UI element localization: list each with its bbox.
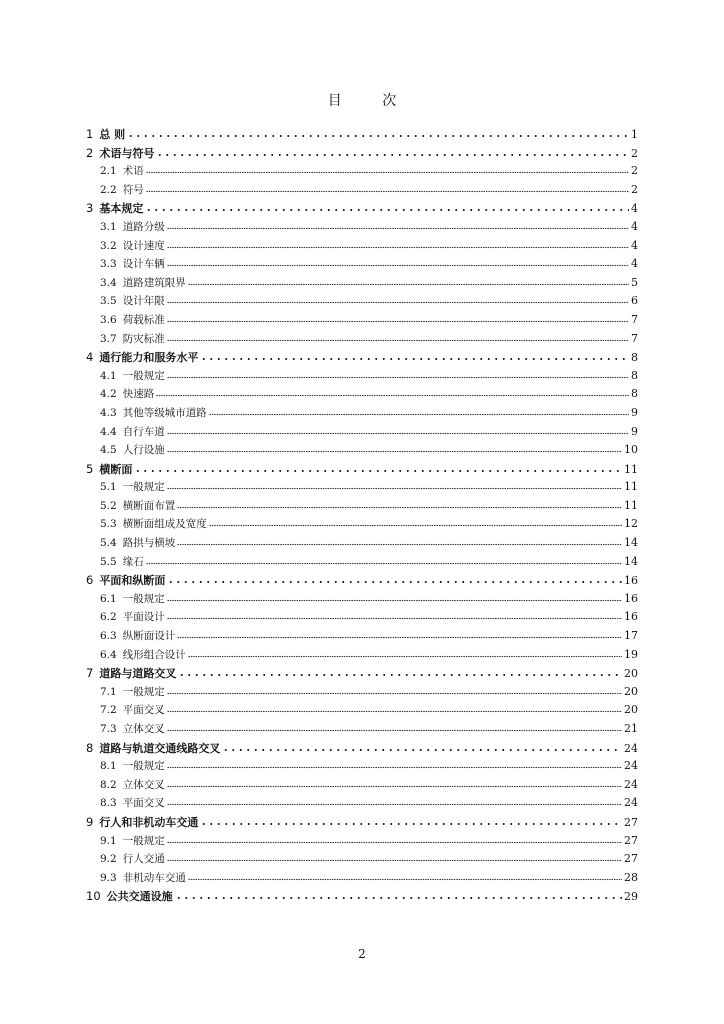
- toc-entry-page: 14: [624, 554, 638, 568]
- toc-leader-dots: [167, 592, 622, 602]
- toc-entry-number: 4.5: [100, 444, 117, 457]
- toc-leader-dots: [167, 703, 622, 713]
- toc-section-entry[interactable]: [86, 441, 638, 460]
- toc-section-entry[interactable]: [86, 683, 638, 702]
- toc-leader-dots: [167, 239, 629, 249]
- toc-entry-number: 4.2: [100, 388, 117, 401]
- toc-leader-dots: [177, 499, 622, 509]
- toc-entry-page: 28: [624, 870, 638, 884]
- toc-entry-number: 6: [86, 573, 94, 588]
- toc-leader-dots: [156, 387, 629, 397]
- toc-entry-label: 平面和纵断面: [99, 574, 166, 588]
- toc-entry-page: 2: [631, 146, 638, 160]
- toc-leader-dots: [167, 796, 622, 806]
- toc-section-entry[interactable]: [86, 627, 638, 646]
- toc-entry-page: 11: [624, 462, 638, 476]
- toc-section-entry[interactable]: [86, 330, 638, 349]
- toc-entry-number: 6.3: [100, 630, 117, 643]
- toc-chapter-entry[interactable]: [86, 571, 638, 590]
- toc-entry-label: 一般规定: [122, 369, 165, 382]
- toc-entry-number: 2.1: [100, 165, 117, 178]
- toc-entry-number: 8: [86, 740, 94, 755]
- toc-entry-page: 12: [624, 517, 638, 531]
- toc-leader-dots: [177, 536, 622, 546]
- toc-entry-number: 5.1: [100, 481, 117, 494]
- toc-entry-page: 29: [624, 890, 638, 904]
- toc-section-entry[interactable]: [86, 385, 638, 404]
- toc-entry-number: 6.4: [100, 648, 117, 661]
- toc-entry-number: 1: [86, 127, 94, 141]
- toc-section-entry[interactable]: [86, 701, 638, 720]
- toc-entry-page: 11: [624, 480, 638, 494]
- toc-entry-label: 横断面布置: [122, 499, 176, 512]
- toc-entry-number: 9: [86, 814, 94, 829]
- toc-entry-number: 5.4: [100, 537, 117, 550]
- toc-leader-dots: [156, 147, 629, 157]
- toc-entry-number: 5.3: [100, 518, 117, 531]
- toc-entry-label: 一般规定: [122, 834, 165, 847]
- toc-chapter-entry[interactable]: [86, 739, 638, 758]
- toc-entry-page: 24: [624, 759, 638, 773]
- toc-entry-number: 7.3: [100, 723, 117, 735]
- toc-leader-dots: [167, 480, 622, 490]
- toc-leader-dots: [200, 816, 622, 826]
- toc-entry-number: 3.5: [100, 295, 117, 308]
- toc-entry-label: 一般规定: [122, 760, 165, 773]
- toc-chapter-entry[interactable]: [86, 144, 638, 163]
- toc-entry-number: 9.2: [100, 853, 117, 866]
- toc-leader-dots: [167, 257, 629, 267]
- toc-entry-label: 术语: [122, 165, 144, 178]
- toc-entry-label: 防灾标准: [122, 332, 165, 345]
- toc-leader-dots: [188, 871, 622, 881]
- toc-section-entry[interactable]: [86, 367, 638, 386]
- page-number: 2: [358, 947, 366, 961]
- toc-leader-dots: [167, 759, 622, 769]
- toc-entry-number: 4.4: [100, 425, 117, 438]
- toc-entry-page: 4: [631, 202, 638, 216]
- toc-entry-number: 6.1: [100, 592, 117, 605]
- toc-leader-dots: [134, 463, 622, 473]
- toc-entry-number: 3.6: [100, 313, 117, 326]
- toc-leader-dots: [167, 574, 622, 584]
- toc-section-entry[interactable]: [86, 218, 638, 237]
- toc-entry-label: 平面设计: [122, 611, 165, 624]
- toc-leader-dots: [145, 202, 629, 212]
- toc-leader-dots: [167, 220, 629, 230]
- toc-entry-page: 16: [624, 591, 638, 605]
- toc-entry-label: 行人和非机动车交通: [99, 815, 199, 829]
- toc-entry-label: 立体交叉: [122, 723, 165, 735]
- toc-entry-label: 总 则: [99, 128, 126, 141]
- toc-entry-page: 24: [624, 741, 638, 755]
- toc-section-entry[interactable]: [86, 311, 638, 330]
- toc-entry-number: 4.3: [100, 406, 117, 419]
- toc-section-entry[interactable]: [86, 869, 638, 888]
- toc-entry-label: 路拱与横坡: [122, 537, 176, 550]
- toc-entry-number: 7: [86, 666, 94, 681]
- toc-entry-number: 2.2: [100, 183, 117, 196]
- toc-leader-dots: [167, 332, 629, 342]
- toc-entry-page: 1: [631, 128, 638, 141]
- toc-entry-page: 16: [624, 610, 638, 624]
- toc-section-entry[interactable]: [86, 850, 638, 869]
- toc-entry-number: 7.2: [100, 704, 117, 717]
- toc-section-entry[interactable]: [86, 534, 638, 553]
- toc-entry-page: 8: [631, 351, 638, 365]
- toc-leader-dots: [188, 276, 629, 286]
- toc-entry-number: 5: [86, 461, 94, 476]
- toc-entry-label: 道路与轨道交通线路交叉: [99, 741, 221, 755]
- toc-entry-label: 平面交叉: [122, 704, 165, 717]
- toc-entry-label: 纵断面设计: [122, 630, 176, 643]
- toc-section-entry[interactable]: [86, 608, 638, 627]
- toc-entry-number: 3.4: [100, 276, 117, 289]
- toc-leader-dots: [188, 648, 622, 658]
- toc-leader-dots: [167, 610, 622, 620]
- toc-entry-label: 人行设施: [122, 444, 165, 457]
- toc-section-entry[interactable]: [86, 832, 638, 851]
- toc-section-entry[interactable]: [86, 181, 638, 200]
- toc-entry-page: 8: [631, 368, 638, 382]
- toc-section-entry[interactable]: [86, 292, 638, 311]
- toc-leader-dots: [222, 742, 622, 752]
- toc-chapter-entry[interactable]: [86, 664, 638, 683]
- toc-entry-page: 2: [631, 164, 638, 178]
- toc-entry-page: 8: [631, 387, 638, 401]
- toc-section-entry[interactable]: [86, 590, 638, 609]
- toc-entry-page: 27: [624, 815, 638, 829]
- toc-entry-page: 5: [631, 275, 638, 289]
- toc-entry-page: 20: [624, 703, 638, 717]
- toc-entry-label: 道路建筑限界: [122, 276, 186, 289]
- toc-entry-page: 2: [631, 182, 638, 196]
- toc-entry-number: 10: [86, 889, 101, 904]
- toc-entry-page: 11: [624, 498, 638, 512]
- toc-section-entry[interactable]: [86, 478, 638, 497]
- toc-section-entry[interactable]: [86, 515, 638, 534]
- toc-section-entry[interactable]: [86, 255, 638, 274]
- toc-entry-page: 6: [631, 294, 638, 308]
- toc-leader-dots: [209, 406, 629, 416]
- toc-chapter-entry[interactable]: [86, 813, 638, 832]
- toc-entry-page: 10: [624, 443, 638, 457]
- toc-title: 目 次: [327, 93, 415, 109]
- toc-entry-label: 一般规定: [122, 481, 165, 494]
- toc-leader-dots: [167, 425, 629, 435]
- toc-section-entry[interactable]: [86, 274, 638, 293]
- toc-entry-page: 9: [631, 424, 638, 438]
- toc-section-entry[interactable]: [86, 237, 638, 256]
- toc-entry-page: 17: [624, 629, 638, 643]
- toc-leader-dots: [167, 852, 622, 862]
- toc-entry-page: 20: [624, 684, 638, 698]
- toc-section-entry[interactable]: [86, 423, 638, 442]
- toc-entry-label: 术语与符号: [99, 146, 155, 160]
- toc-entry-page: 14: [624, 536, 638, 550]
- toc-entry-page: 21: [624, 722, 638, 735]
- toc-entry-label: 横断面组成及宽度: [122, 518, 207, 531]
- toc-entry-label: 设计车辆: [122, 258, 165, 271]
- toc-chapter-entry[interactable]: [86, 460, 638, 479]
- toc-chapter-entry[interactable]: [86, 199, 638, 218]
- toc-entry-label: 缘石: [122, 555, 144, 568]
- toc-entry-label: 快速路: [122, 388, 155, 401]
- toc-section-entry[interactable]: [86, 553, 638, 572]
- toc-entry-number: 9.3: [100, 871, 117, 884]
- toc-chapter-entry[interactable]: [86, 125, 638, 144]
- toc-entry-number: 8.2: [100, 778, 117, 791]
- toc-leader-dots: [167, 369, 629, 379]
- toc-entry-label: 自行车道: [122, 425, 165, 438]
- toc-leader-dots: [175, 890, 622, 900]
- toc-entry-number: 6.2: [100, 611, 117, 624]
- toc-entry-page: 4: [631, 238, 638, 252]
- toc-entry-label: 荷载标准: [122, 313, 165, 326]
- toc-entry-label: 道路分级: [122, 220, 165, 233]
- toc-entry-label: 横断面: [99, 462, 133, 476]
- toc-entry-page: 27: [624, 833, 638, 847]
- toc-leader-dots: [146, 555, 622, 565]
- toc-entry-label: 其他等级城市道路: [122, 406, 207, 419]
- toc-chapter-entry[interactable]: [86, 348, 638, 367]
- toc-section-entry[interactable]: [86, 404, 638, 423]
- toc-leader-dots: [167, 722, 622, 732]
- toc-section-entry[interactable]: [86, 794, 638, 813]
- toc-leader-dots: [209, 517, 622, 527]
- toc-entry-number: 3.1: [100, 220, 117, 233]
- toc-leader-dots: [146, 183, 629, 193]
- toc-leader-dots: [127, 128, 629, 138]
- toc-entry-label: 符号: [122, 183, 144, 196]
- toc-leader-dots: [167, 313, 629, 323]
- toc-entry-label: 设计年限: [122, 295, 165, 308]
- toc-entry-page: 24: [624, 796, 638, 810]
- toc-entry-label: 公共交通设施: [106, 890, 173, 904]
- toc-entry-label: 一般规定: [122, 685, 165, 698]
- toc-leader-dots: [177, 629, 622, 639]
- toc-section-entry[interactable]: [86, 776, 638, 795]
- toc-entry-page: 9: [631, 405, 638, 419]
- toc-entry-number: 8.1: [100, 760, 117, 773]
- toc-entry-page: 7: [631, 331, 638, 345]
- toc-entry-number: 3.7: [100, 332, 117, 345]
- toc-leader-dots: [167, 778, 622, 788]
- toc-entry-page: 24: [624, 777, 638, 791]
- toc-leader-dots: [200, 351, 629, 361]
- toc-entry-number: 3.2: [100, 239, 117, 252]
- toc-chapter-entry[interactable]: [86, 887, 638, 906]
- toc-section-entry[interactable]: [86, 646, 638, 665]
- toc-leader-dots: [167, 834, 622, 844]
- toc-entry-label: 基本规定: [99, 202, 144, 216]
- toc-entry-number: 7.1: [100, 685, 117, 698]
- toc-leader-dots: [167, 294, 629, 304]
- toc-entry-page: 4: [631, 257, 638, 271]
- toc-entry-number: 9.1: [100, 834, 117, 847]
- toc-entry-label: 通行能力和服务水平: [99, 351, 199, 365]
- toc-entry-page: 4: [631, 219, 638, 233]
- toc-leader-dots: [178, 667, 622, 677]
- toc-section-entry[interactable]: [86, 720, 638, 739]
- toc-entry-label: 平面交叉: [122, 797, 165, 810]
- toc-entry-label: 一般规定: [122, 592, 165, 605]
- toc-entry-label: 立体交叉: [122, 778, 165, 791]
- toc-entry-number: 5.5: [100, 555, 117, 568]
- table-of-contents: [86, 125, 638, 906]
- toc-entry-label: 设计速度: [122, 239, 165, 252]
- toc-entry-page: 7: [631, 312, 638, 326]
- toc-entry-page: 27: [624, 852, 638, 866]
- toc-section-entry[interactable]: [86, 497, 638, 516]
- toc-entry-number: 3.3: [100, 258, 117, 271]
- toc-entry-page: 20: [624, 667, 638, 681]
- toc-entry-page: 16: [624, 574, 638, 588]
- toc-leader-dots: [167, 443, 622, 453]
- toc-leader-dots: [146, 164, 629, 174]
- toc-entry-label: 道路与道路交叉: [99, 667, 177, 681]
- toc-entry-number: 3: [86, 201, 94, 216]
- toc-entry-number: 2: [86, 145, 94, 160]
- toc-entry-number: 5.2: [100, 499, 117, 512]
- toc-entry-page: 19: [624, 647, 638, 661]
- toc-entry-number: 4: [86, 350, 94, 365]
- toc-entry-label: 非机动车交通: [122, 871, 186, 884]
- toc-entry-label: 行人交通: [122, 853, 165, 866]
- toc-entry-number: 8.3: [100, 797, 117, 810]
- toc-entry-label: 线形组合设计: [122, 648, 186, 661]
- toc-leader-dots: [167, 685, 622, 695]
- toc-section-entry[interactable]: [86, 757, 638, 776]
- toc-section-entry[interactable]: [86, 162, 638, 181]
- toc-entry-number: 4.1: [100, 369, 117, 382]
